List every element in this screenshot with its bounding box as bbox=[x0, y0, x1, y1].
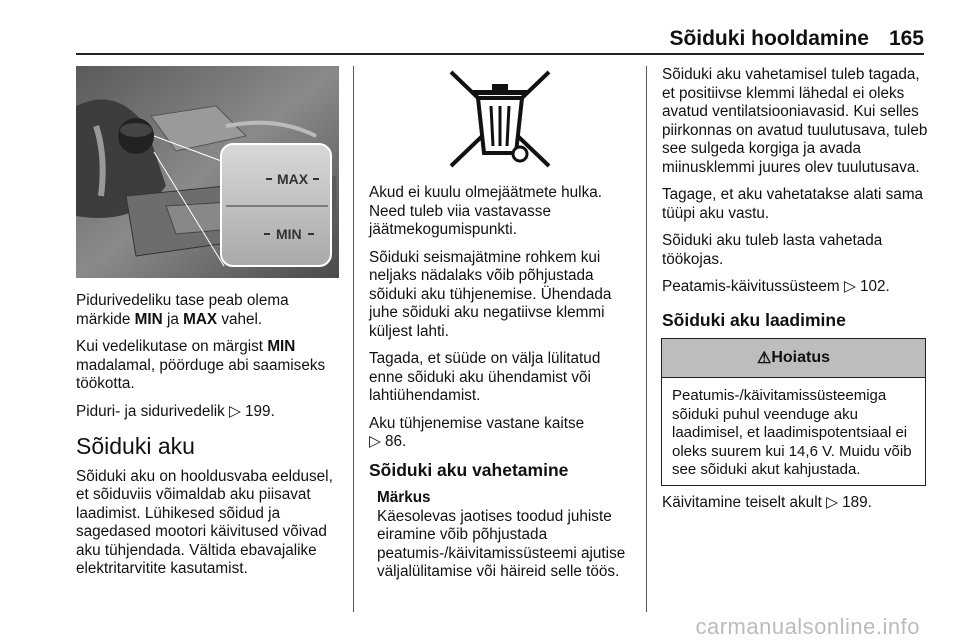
column-divider-1 bbox=[353, 66, 354, 612]
fluid-level-paragraph: Pidurivedeliku tase peab olema märkide MIN ja MAX vahel. bbox=[76, 292, 289, 328]
column-2 bbox=[369, 184, 637, 582]
max-mark-label: MAX bbox=[277, 171, 309, 187]
arrow-icon: ▷ bbox=[369, 433, 381, 450]
arrow-icon: ▷ bbox=[843, 278, 856, 295]
replacement-paragraph: Sõiduki aku vahetamisel tuleb tagada, et positiivse klemmi lähedal ei oleks avatud ventilatsiooniavasid. Kui selles piirkonnas on avatud tuulutusava, tuleb see sulgeda korgiga ja avada miinusklemmi juures olev tuulutusava. bbox=[662, 66, 928, 176]
discharge-protection-ref[interactable]: Aku tühjenemise vastane kaitse ▷ 86. bbox=[369, 414, 585, 450]
note-body: Käesolevas jaotises toodud juhiste eiramine võib põhjustada peatumis-/käivitamissüsteemi ajutise väljalülitamise või häireid selle töös. bbox=[377, 507, 626, 580]
min-mark-label: MIN bbox=[276, 226, 302, 242]
brake-fluid-ref[interactable]: Piduri- ja sidurivedelik ▷ 199. bbox=[76, 402, 275, 420]
storage-paragraph: Sõiduki seismajätmine rohkem kui neljaks nädalaks võib põhjustada sõiduki aku tühjenemise. Ühendada juhe sõiduki aku negatiivse klemmi küljest lahti. bbox=[369, 248, 612, 340]
section-heading-replacement: Sõiduki aku vahetamine bbox=[369, 459, 569, 480]
jump-start-ref[interactable]: Käivitamine teiselt akult ▷ 189. bbox=[662, 494, 872, 511]
page-header bbox=[669, 27, 924, 51]
warning-header: ⚠ Hoiatus bbox=[662, 339, 925, 378]
disposal-paragraph: Akud ei kuulu olmejäätmete hulka. Need tuleb viia vastavasse jäätmekogumispunkti. bbox=[369, 184, 602, 238]
same-type-paragraph: Tagage, et aku vahetatakse alati sama tüüpi aku vastu. bbox=[662, 186, 924, 222]
stop-start-ref[interactable]: Peatamis-käivitussüsteem ▷ 102. bbox=[662, 278, 890, 295]
section-heading-charging: Sõiduki aku laadimine bbox=[662, 309, 846, 330]
brake-fluid-reservoir-photo bbox=[76, 66, 339, 278]
note-title: Märkus bbox=[377, 489, 431, 506]
watermark: carmanualsonline.info bbox=[695, 614, 920, 639]
column-1 bbox=[76, 292, 344, 588]
arrow-icon: ▷ bbox=[229, 402, 241, 420]
warning-body: Peatumis-/käivitamissüsteemiga sõiduki puhul veenduge aku laadimisel, et laadimispotentsiaal ei oleks suurem kui 14,6 V. Muidu võib see sõiduki akut kahjustada. bbox=[672, 387, 912, 478]
warning-box bbox=[661, 338, 926, 486]
column-divider-2 bbox=[646, 66, 647, 612]
column-3 bbox=[662, 66, 928, 339]
header-rule bbox=[76, 53, 924, 55]
battery-paragraph: Sõiduki aku on hooldusvaba eeldusel, et sõiduviis võimaldab aku piisavat laadimist. Lühikesed sõidud ja sagedased mootori käivitused võivad aku tühjendada. Vältida ebavajalike elektritarvitite kasutamist. bbox=[76, 467, 333, 577]
chapter-title: Sõiduki hooldamine bbox=[669, 27, 869, 50]
page-number: 165 bbox=[888, 27, 924, 50]
warning-icon: ⚠ bbox=[756, 350, 772, 367]
ignition-paragraph: Tagada, et süüde on välja lülitatud enne sõiduki aku ühendamist või lahtiühendamist. bbox=[369, 350, 601, 404]
low-level-paragraph: Kui vedelikutase on märgist MIN madalamal, pöörduge abi saamiseks töökotta. bbox=[76, 338, 326, 392]
workshop-paragraph: Sõiduki aku tuleb lasta vahetada töökojas. bbox=[662, 232, 883, 268]
crossed-out-bin-icon bbox=[445, 68, 555, 168]
section-heading-battery: Sõiduki aku bbox=[76, 433, 195, 459]
arrow-icon: ▷ bbox=[826, 494, 838, 511]
